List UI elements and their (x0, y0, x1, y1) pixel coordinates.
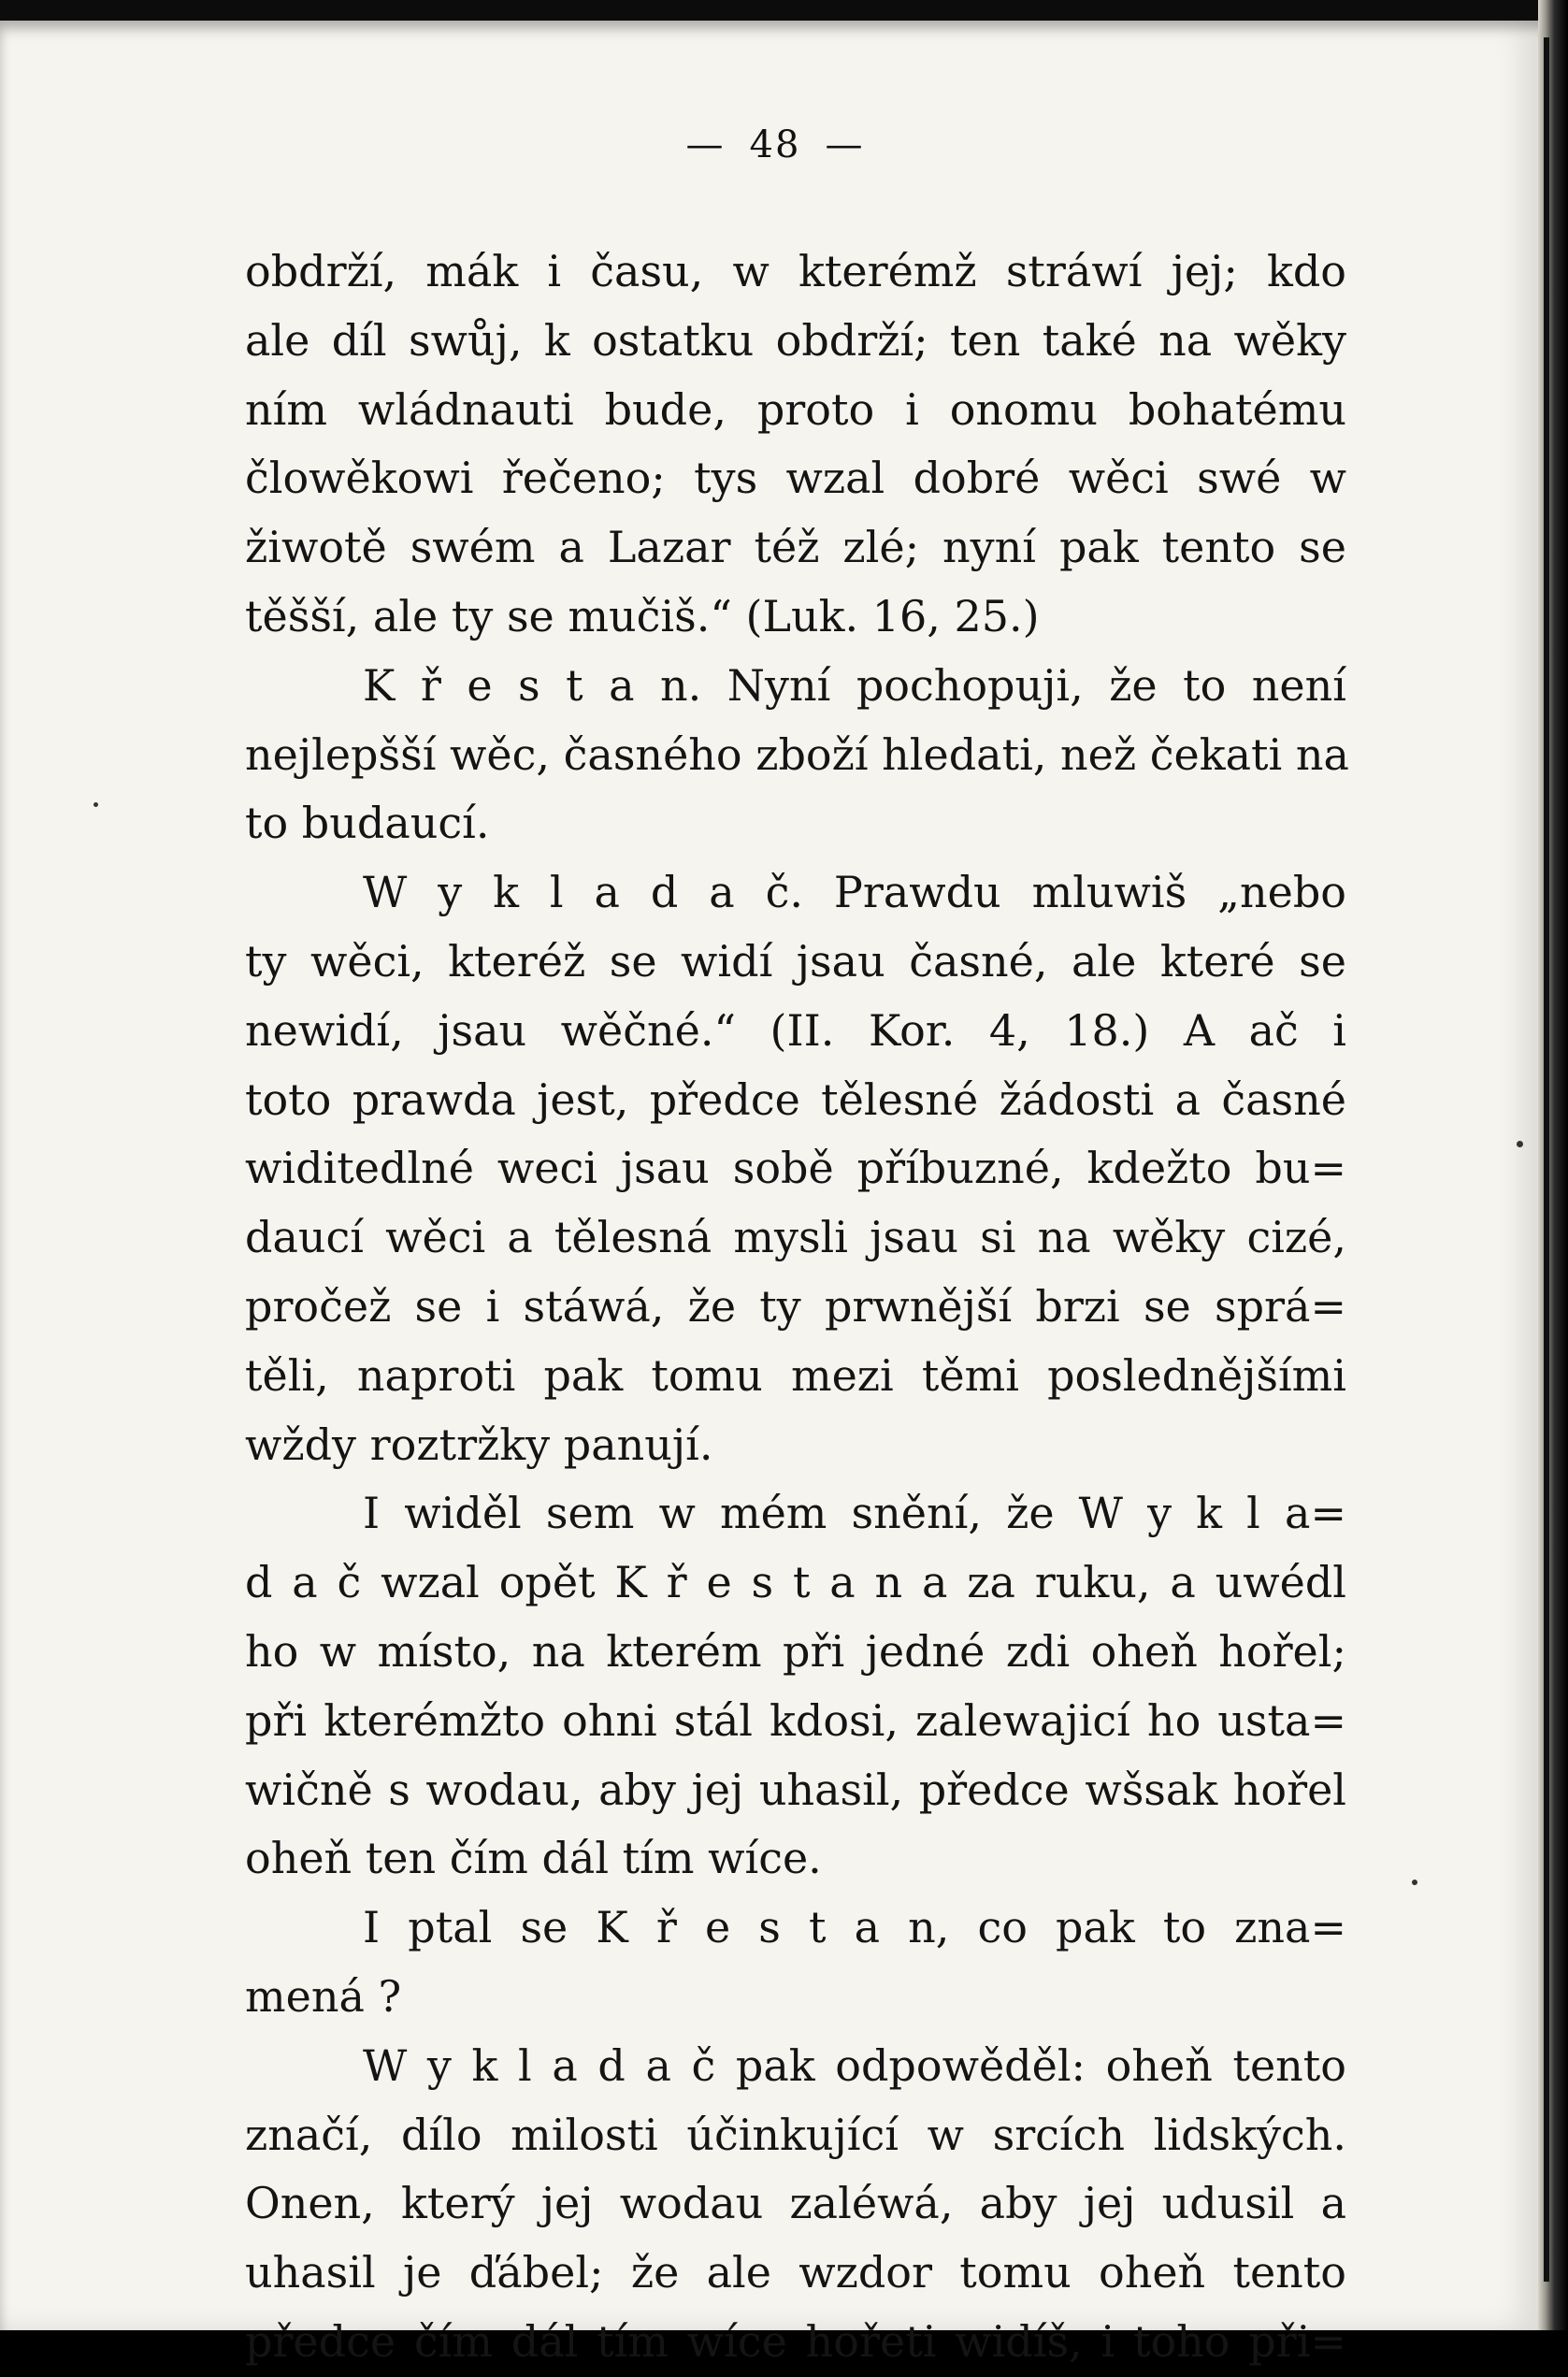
page-number: 48 (749, 123, 801, 166)
text-line: pročež se i stáwá, že ty prwnější brzi se sprá= (245, 1280, 1346, 1332)
body-text (245, 238, 1349, 2377)
text-line: obdrží, mák i času, w kterémž stráwí jej; kdo (245, 246, 1346, 296)
header-dash-right: — (825, 123, 865, 166)
text-line: nejlepšší wěc, časného zboží hledati, než čekati na (245, 728, 1349, 780)
paper-speck (94, 802, 98, 807)
text-line: značí, dílo milosti účinkující w srcích lidských. (245, 2109, 1346, 2160)
paper-speck (1412, 1880, 1417, 1885)
text-line: I ptal se K ř e s t a n, co pak to zna= (363, 1902, 1346, 1953)
header-dash-left: — (685, 123, 726, 166)
text-line: W y k l a d a č. Prawdu mluwiš „nebo (363, 867, 1346, 918)
text-line: Onen, který jej wodau zaléwá, aby jej udusil a (245, 2178, 1346, 2229)
text-line: mená ? (245, 1970, 402, 2022)
text-line: newidí, jsau wěčné.“ (II. Kor. 4, 18.) A ač i (245, 1004, 1346, 1056)
book-page (0, 21, 1550, 2367)
text-line: I widěl sem w mém snění, že W y k l a= (363, 1488, 1346, 1539)
text-line: při kterémžto ohni stál kdosi, zalewajicí ho usta= (245, 1694, 1346, 1746)
text-line: wždy roztržky panují. (245, 1419, 713, 1470)
text-line: ním wládnauti bude, proto i onomu bohatému (245, 383, 1346, 435)
text-line: žiwotě swém a Lazar též zlé; nyní pak tento se (245, 522, 1346, 573)
text-line: K ř e s t a n. Nyní pochopuji, že to není (363, 659, 1346, 711)
text-line: daucí wěci a tělesná mysli jsau si na wěky cizé, (245, 1212, 1346, 1263)
text-line: to budaucí. (245, 798, 490, 849)
scan-right-border (1538, 0, 1568, 2330)
text-line: W y k l a d a č pak odpowěděl: oheň tento (363, 2039, 1346, 2091)
text-line: ho w místo, na kterém při jedné zdi oheň hořel; (245, 1625, 1346, 1677)
text-line: oheň ten čím dál tím wíce. (245, 1833, 822, 1884)
text-line: těli, naproti pak tomu mezi těmi poslednějšími (245, 1349, 1346, 1401)
text-line: člowěkowi řečeno; tys wzal dobré wěci swé w (245, 453, 1346, 504)
paper-speck (1517, 1141, 1523, 1147)
text-line: předce čím dál tím wíce hořeti widíš, i toho při= (245, 2315, 1346, 2367)
text-line: uhasil je ďábel; že ale wzdor tomu oheň tento (245, 2247, 1346, 2298)
text-line: těšší, ale ty se mučiš.“ (Luk. 16, 25.) (245, 590, 1040, 641)
scan-top-border (0, 0, 1568, 21)
text-line: widitedlné weci jsau sobě příbuzné, kdežto bu= (245, 1143, 1346, 1194)
text-line: toto prawda jest, předce tělesné žádosti a časné (245, 1073, 1346, 1125)
text-line: wičně s wodau, aby jej uhasil, předce wšsak hořel (245, 1764, 1346, 1815)
page-header (0, 123, 1550, 166)
text-line: ale díl swůj, k ostatku obdrží; ten také na wěky (245, 314, 1346, 366)
text-line: ty wěci, kteréž se widí jsau časné, ale které se (245, 935, 1346, 987)
text-line: d a č wzal opět K ř e s t a n a za ruku, a uwédl (245, 1557, 1346, 1608)
